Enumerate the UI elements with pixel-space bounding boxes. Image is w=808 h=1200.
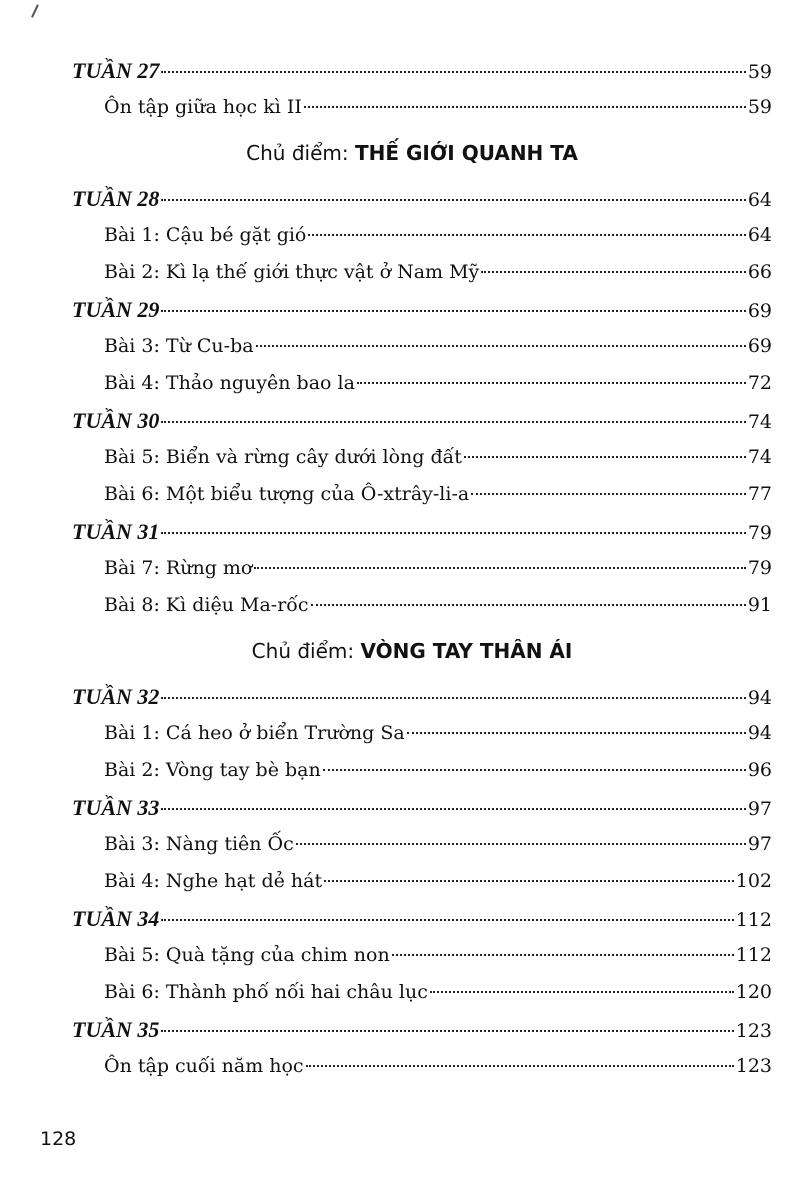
page-number: 128 <box>40 1128 77 1150</box>
toc-item-row[interactable] <box>72 974 772 1011</box>
week-label: TUẦN 35 <box>72 1017 160 1042</box>
toc-week-row[interactable] <box>72 180 772 217</box>
lesson-label: Bài 3: Từ Cu-ba <box>104 335 254 357</box>
lesson-label: Ôn tập cuối năm học <box>104 1055 304 1077</box>
week-label: TUẦN 29 <box>72 297 160 322</box>
toc-week-row[interactable] <box>72 291 772 328</box>
toc-item-row[interactable] <box>72 365 772 402</box>
page-ref: 64 <box>747 224 772 246</box>
page-ref: 112 <box>735 944 772 966</box>
dot-leader <box>392 954 734 956</box>
page-ref: 91 <box>747 594 772 616</box>
dot-leader <box>481 271 746 273</box>
lesson-label: Bài 2: Kì lạ thế giới thực vật ở Nam Mỹ <box>104 261 480 283</box>
dot-leader <box>161 919 733 921</box>
toc-item-row[interactable] <box>72 587 772 624</box>
dot-leader <box>306 1065 734 1067</box>
lesson-label: Bài 6: Thành phố nối hai châu lục <box>104 981 428 1003</box>
toc-week-row[interactable] <box>72 52 772 89</box>
page-ref: 79 <box>747 522 772 544</box>
toc-week-row[interactable] <box>72 513 772 550</box>
page-ref: 74 <box>747 446 772 468</box>
toc-item-row[interactable] <box>72 1048 772 1085</box>
toc-item-row[interactable] <box>72 937 772 974</box>
toc-week-row[interactable] <box>72 678 772 715</box>
dot-leader <box>161 199 745 201</box>
toc-week-row[interactable] <box>72 402 772 439</box>
week-label: TUẦN 27 <box>72 58 160 83</box>
page-ref: 77 <box>747 483 772 505</box>
week-label: TUẦN 31 <box>72 519 160 544</box>
dot-leader <box>308 234 745 236</box>
dot-leader <box>471 493 746 495</box>
page-ref: 112 <box>735 909 772 931</box>
dot-leader <box>357 382 746 384</box>
dot-leader <box>324 880 734 882</box>
dot-leader <box>161 697 745 699</box>
table-of-contents <box>72 52 772 1085</box>
dot-leader <box>161 421 745 423</box>
pen-mark <box>31 4 39 18</box>
page-ref: 123 <box>735 1020 772 1042</box>
toc-item-row[interactable] <box>72 752 772 789</box>
toc-item-row[interactable] <box>72 89 772 126</box>
section-heading <box>72 126 772 180</box>
page-ref: 97 <box>747 798 772 820</box>
dot-leader <box>161 71 745 73</box>
page-ref: 102 <box>735 870 772 892</box>
page-ref: 120 <box>735 981 772 1003</box>
toc-item-row[interactable] <box>72 863 772 900</box>
section-heading <box>72 624 772 678</box>
page-ref: 59 <box>747 61 772 83</box>
lesson-label: Bài 5: Biển và rừng cây dưới lòng đất <box>104 446 462 468</box>
page-ref: 72 <box>747 372 772 394</box>
section-heading-title: VÒNG TAY THÂN ÁI <box>360 639 573 663</box>
dot-leader <box>464 456 746 458</box>
page-ref: 64 <box>747 189 772 211</box>
section-heading-title: THẾ GIỚI QUANH TA <box>354 141 578 165</box>
dot-leader <box>430 991 734 993</box>
toc-item-row[interactable] <box>72 439 772 476</box>
section-heading-prefix: Chủ điểm: <box>251 639 361 663</box>
lesson-label: Bài 3: Nàng tiên Ốc <box>104 833 294 855</box>
dot-leader <box>256 345 746 347</box>
lesson-label: Bài 2: Vòng tay bè bạn <box>104 759 321 781</box>
toc-week-row[interactable] <box>72 900 772 937</box>
page-ref: 74 <box>747 411 772 433</box>
lesson-label: Bài 1: Cậu bé gặt gió <box>104 224 307 246</box>
lesson-label: Bài 8: Kì diệu Ma-rốc <box>104 594 309 616</box>
toc-item-row[interactable] <box>72 328 772 365</box>
dot-leader <box>407 732 746 734</box>
dot-leader <box>161 808 745 810</box>
page-ref: 123 <box>735 1055 772 1077</box>
dot-leader <box>296 843 746 845</box>
lesson-label: Bài 7: Rừng mơ <box>104 557 253 579</box>
toc-item-row[interactable] <box>72 476 772 513</box>
week-label: TUẦN 28 <box>72 186 160 211</box>
page-ref: 94 <box>747 722 772 744</box>
page-ref: 69 <box>747 300 772 322</box>
week-label: TUẦN 34 <box>72 906 160 931</box>
lesson-label: Bài 4: Nghe hạt dẻ hát <box>104 870 323 892</box>
dot-leader <box>161 532 745 534</box>
dot-leader <box>161 1030 733 1032</box>
lesson-label: Bài 4: Thảo nguyên bao la <box>104 372 355 394</box>
week-label: TUẦN 30 <box>72 408 160 433</box>
toc-item-row[interactable] <box>72 217 772 254</box>
dot-leader <box>161 310 745 312</box>
page-ref: 66 <box>747 261 772 283</box>
dot-leader <box>311 604 746 606</box>
toc-week-row[interactable] <box>72 1011 772 1048</box>
dot-leader <box>254 567 745 569</box>
toc-item-row[interactable] <box>72 550 772 587</box>
toc-item-row[interactable] <box>72 254 772 291</box>
page-ref: 96 <box>747 759 772 781</box>
toc-item-row[interactable] <box>72 715 772 752</box>
lesson-label: Bài 5: Quà tặng của chim non <box>104 944 390 966</box>
lesson-label: Bài 6: Một biểu tượng của Ô-xtrây-li-a <box>104 483 470 505</box>
page-ref: 97 <box>747 833 772 855</box>
dot-leader <box>323 769 746 771</box>
section-heading-prefix: Chủ điểm: <box>246 141 355 165</box>
lesson-label: Ôn tập giữa học kì II <box>104 96 302 118</box>
page-ref: 94 <box>747 687 772 709</box>
dot-leader <box>304 106 746 108</box>
toc-week-row[interactable] <box>72 789 772 826</box>
week-label: TUẦN 33 <box>72 795 160 820</box>
toc-item-row[interactable] <box>72 826 772 863</box>
page-ref: 69 <box>747 335 772 357</box>
lesson-label: Bài 1: Cá heo ở biển Trường Sa <box>104 722 405 744</box>
page-ref: 59 <box>747 96 772 118</box>
week-label: TUẦN 32 <box>72 684 160 709</box>
page-ref: 79 <box>747 557 772 579</box>
